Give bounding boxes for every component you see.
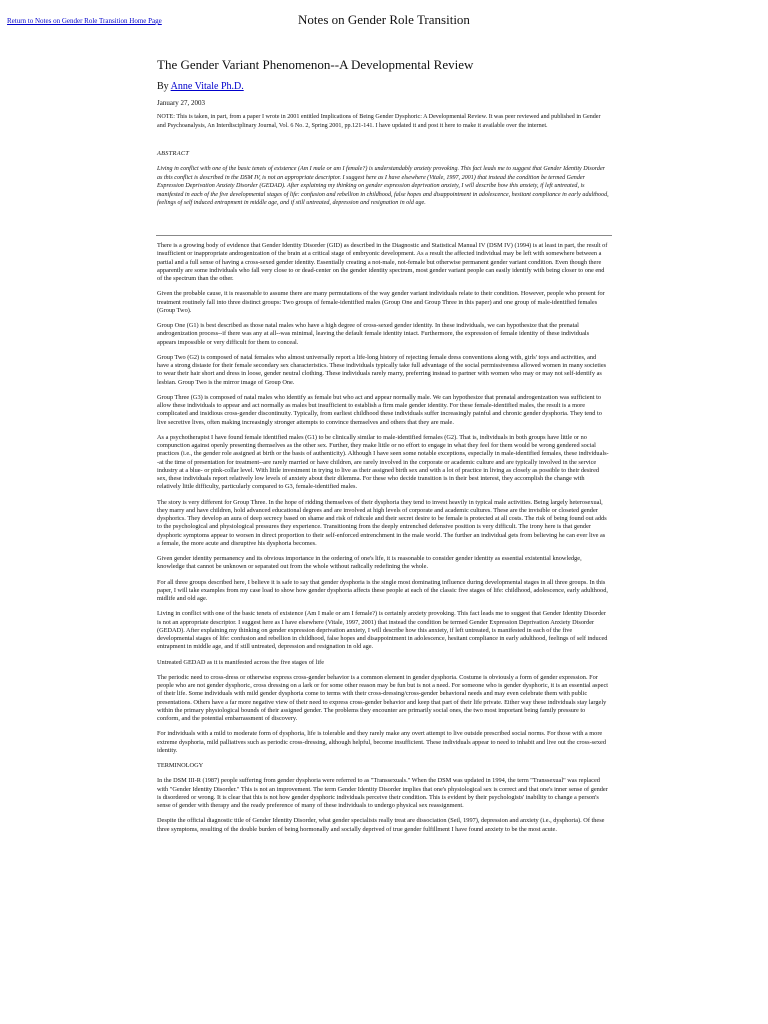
abstract-text: Living in conflict with one of the basic tenets of existence (Am I male or am I female?) is understandably anxiety provoking. This fact leads me to suggest that Gender Identity Disorder as this conflict is described in the DSM IV, is not an appropriate descriptor. I suggest here as I have elsewhere (Vitale, 1997, 2001) that instead the condition be termed Gender Expression Deprivation Anxiety Disorder (GEDAD). After explaining my thinking on gender expression deprivation anxiety, I will describe how this anxiety, if left untreated, is manifested in each of the five developmental stages of life: confusion and rebellion in childhood, false hopes and disappointment in adolescence, hesitant compliance in early adulthood, feelings of self induced entrapment in middle age, and if still untreated, depression and resignation in old age. bbox=[157, 166, 609, 207]
home-page-link[interactable]: Return to Notes on Gender Role Transition Home Page bbox=[7, 17, 162, 25]
abstract-heading: ABSTRACT bbox=[157, 150, 190, 157]
body-paragraph: The story is very different for Group Three. In the hope of ridding themselves of their dysphoria they tend to invest heavily in typical male activities. Being largely heterosexual, they marry and have children, hold advanced educational degrees and are involved at high levels of corporate and academic cultures. These are the invisible or closeted gender dysphorics. They develop an aura of deep secrecy based on shame and risk of ridicule and their secret desire to be female is protected at all costs. The risk of being found out adds to the psychological and physiological pressures they experience. Transitioning from the deeply entrenched defensive position is very difficult. The irony here is that gender dysphoric symptoms appear to worsen in direct proportion to their self-enforced entrenchment in the male world. The further an individual gets from believing he can ever live as a female, the more acute and disruptive his dysphoria becomes. bbox=[157, 498, 607, 547]
body-paragraph: Group Three (G3) is composed of natal males who identify as female but who act and appear normally male. We can hypothesize that prenatal androgenization was sufficient to allow these individuals to appear and act normally as males but insufficient to establish a firm male gender identity. For these female-identified males, the result is a more complicated and insidious cross-gender discontinuity. Typically, from earliest childhood these individuals suffer increasingly painful and chronic gender dysphoria. They tend to live secretive lives, often making increasingly stronger attempts to convince themselves and others that they are male. bbox=[157, 393, 602, 426]
site-title: Notes on Gender Role Transition bbox=[298, 12, 470, 27]
body-paragraph: Despite the official diagnostic title of Gender Identity Disorder, what gender specialists really treat are dissociation (Seil, 1997), depression and anxiety (i.e., dysphoria). Of these three symptoms, resulting of the double burden of being hormonally and socially deprived of true gender fulfillment I have found anxiety to be the most acute. bbox=[157, 817, 605, 833]
article-date: January 27, 2003 bbox=[157, 99, 206, 107]
body-paragraph: Group One (G1) is best described as those natal males who have a high degree of cross-sexed gender identity. In these individuals, we can hypothesize that the prenatal androgenization process--if there was any at all--was minimal, leaving the default female identity intact. Furthermore, the expression of female identity of these individuals appears impossible or very difficult for them to conceal. bbox=[157, 322, 590, 346]
body-paragraph: As a psychotherapist I have found female identified males (G1) to be clinically similar to male-identified females (G2). That is, individuals in both groups have little or no compunction against openly presenting themselves as the other sex. Further, they make little or no effort to engage in what they feel for them would be wrong gendered social practices (i.e., the gender role assigned at birth or the basis of authenticity). Although I have seen some notable exceptions, especially in male-identified females, these individuals--at the time of presentation for treatment--are rarely married or have children, are rarely involved in the corporate or academic culture and are typically involved in the service industry at a blue- or pink-collar level. With little investment in trying to live as their assigned birth sex and with a lot of practice in living as closely as possible to their desired sex, these individuals report relatively low levels of anxiety about their dilemma. For these who decide transition is in their best interest, they accomplish the change with relatively little difficulty, particularly compared to G3, female-identified males. bbox=[157, 433, 609, 491]
article-body bbox=[157, 242, 609, 1022]
article-note: NOTE: This is taken, in part, from a paper I wrote in 2001 entitled Implications of Being Gender Dysphoric: A Developmental Review. It was peer reviewed and published in Gender and Psychoanalysis, An Interdisciplinary Journal, Vol. 6 No. 2, Spring 2001, pp.121-141. I have updated it and post it here to make it available over the internet. bbox=[157, 114, 601, 129]
body-paragraph: Given gender identity permanency and its obvious importance in the ordering of one's life, it is reasonable to consider gender identity as essential existential knowledge, knowledge that cannot be unknown or separated out from the whole without radically redefining the whole. bbox=[157, 555, 582, 571]
body-paragraph: The periodic need to cross-dress or otherwise express cross-gender behavior is a common element in gender dysphoria. Costume is obviously a form of gender expression. For people who are not gender dysphoric, cross dressing on a lark or for some other reason may be fun but is not a need. For someone who is gender dysphoric, it is an essential aspect of their life. Some individuals with mild gender dysphoria come to terms with their cross-dressing/cross-gender behavioral needs and may even celebrate them with public presentations. Others have a far more negative view of their need to express cross-gender behavior and keep that part of their life private. Either way these individuals stay largely within the primary physiological bounds of their assigned gender. The problems they encounter are primarily social ones, the two most important being family pressure to conform, and the potential embarrassment of discovery. bbox=[157, 673, 608, 722]
body-paragraph: For all three groups described here, I believe it is safe to say that gender dysphoria is the single most dominating influence during developmental stages in all three groups. In this paper, I will take examples from my case load to show how gender dysphoria affects these people at each of the classic five stages of life: childhood, adolescence, early adulthood, midlife and old age. bbox=[157, 578, 608, 602]
body-paragraph: For individuals with a mild to moderate form of dysphoria, life is tolerable and they rarely make any overt attempt to live outside prescribed social norms. For those with a more extreme dysphoria, mild palliatives such as periodic cross-dressing, although helpful, become insufficient. These individuals appear to need to inhabit and live out the cross-sexed identity. bbox=[157, 730, 607, 754]
body-paragraph: In the DSM III-R (1987) people suffering from gender dysphoria were referred to as "Transsexuals." When the DSM was updated in 1994, the term "Transsexual" was replaced with "Gender Identity Disorder." This is not an improvement. The term Gender Identity Disorder implies that one's physiological sex is correct and that one's inner sense of gender is disordered or wrong. It is clear that this is not how gender dysphoric individuals perceive their condition. This is evident by their psychologists' inability to change a person's sense of gender with therapy and the ready preference of many of these individuals to undergo physical sex reassignment. bbox=[157, 777, 608, 809]
section-divider bbox=[156, 235, 612, 236]
body-paragraph: Group Two (G2) is composed of natal females who almost universally report a life-long history of rejecting female dress conventions along with, girls' toys and activities, and have a strong distaste for their female secondary sex characteristics. These individuals typically take full advantage of the social permissiveness allowed women in many societies to wear their hair short and dress in loose, gender neutral clothing. These individuals rarely marry, preferring instead to partner with women who may or may not self-identify as lesbian. Group Two is the mirror image of Group One. bbox=[157, 353, 607, 386]
byline bbox=[157, 81, 244, 92]
body-paragraph: Given the probable cause, it is reasonable to assume there are many permutations of the way gender variant individuals relate to their condition. However, people who present for treatment routinely fall into three distinct groups: Two groups of female-identified males (Group One and Group Three in this paper) and one group of male-identified females (Group Two). bbox=[157, 290, 605, 314]
author-link[interactable]: Anne Vitale Ph.D. bbox=[170, 81, 244, 92]
article-title: The Gender Variant Phenomenon--A Developmental Review bbox=[157, 57, 474, 72]
byline-prefix: By bbox=[157, 81, 171, 92]
body-paragraph: There is a growing body of evidence that Gender Identity Disorder (GID) as described in the Diagnostic and Statistical Manual IV (DSM IV) (1994) is at least in part, the result of insufficient or inappropriate androgenization of the brain at a critical stage of embryonic development. As a result the affected individual may be left with somewhere between a partial and a full sense of having a cross-sexed gender identity. Essentially creating a not-male, not-female but otherwise permanent gender variant condition. Even though there apparently are some individuals who fall very close to or dead-center on the gender identity spectrum, most gender variant people can easily identify with being closer to one end of the spectrum than the other. bbox=[157, 242, 608, 282]
body-paragraph: Living in conflict with one of the basic tenets of existence (Am I male or am I female?) is certainly anxiety provoking. This fact leads me to suggest that Gender Identity Disorder is not an appropriate descriptor. I suggest here as I have elsewhere (Vitale, 1997, 2001) that instead the condition be termed Gender Expression Deprivation Anxiety Disorder (GEDAD). After explaining my thinking on gender expression deprivation anxiety, I will describe how this anxiety, if left untreated, is manifested in each of the five developmental stages of life: confusion and rebellion in childhood, false hopes and disappointment in adolescence, hesitant compliance in early adulthood, feelings of self induced entrapment in middle age, and if still untreated, depression and resignation in old age. bbox=[157, 610, 608, 651]
section-heading-untreated-gedad: Untreated GEDAD as it is manifested across the five stages of life bbox=[157, 658, 324, 666]
section-heading-terminology: TERMINOLOGY bbox=[157, 762, 204, 769]
